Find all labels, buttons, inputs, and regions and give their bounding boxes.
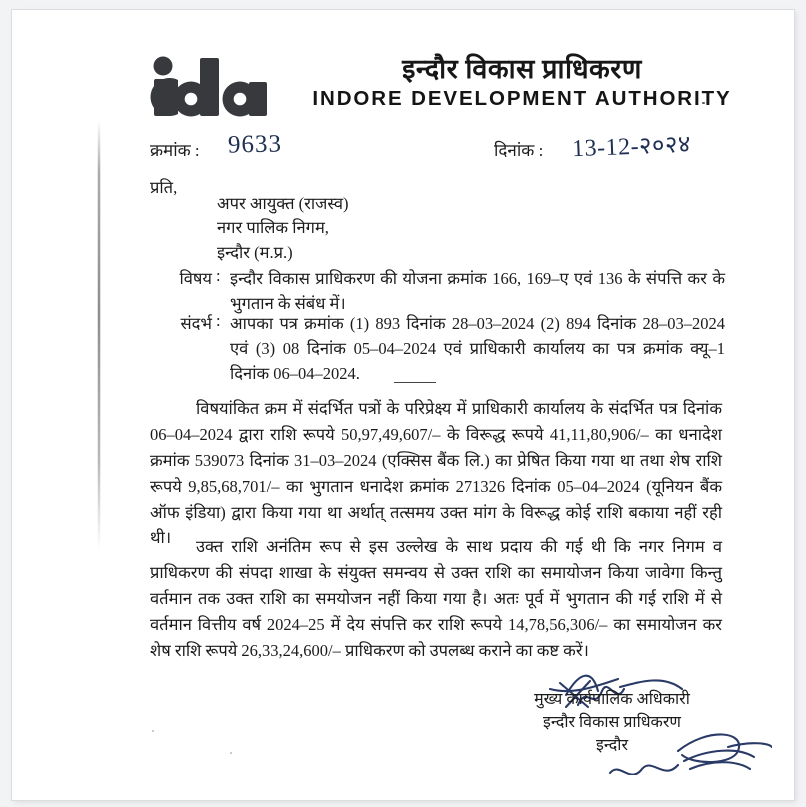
- section-divider: [394, 382, 436, 383]
- reference-label: संदर्भ: [180, 314, 212, 333]
- body-paragraph-2: उक्त राशि अनंतिम रूप से इस उल्लेख के साथ प्रदाय की गई थी कि नगर निगम व प्राधिकरण की संपदा शाखा के संयुक्त समन्वय से उक्त राशि का समायोजन किया जावेगा किन्तु वर्तमान तक उक्त राशि का समयोजन नहीं किया गया है। अतः पूर्व में भुगतान की गई राशि में से वर्तमान वित्तीय वर्ष 2024–25 में देय संपत्ति कर राशि रूपये 14,78,56,306/– का समायोजन कर शेष राशि रूपये 26,33,24,600/– प्राधिकरण को उपलब्ध कराने का कष्ट करें।: [150, 537, 722, 660]
- reference-colon: :: [216, 311, 221, 330]
- org-name-hindi: इन्दौर विकास प्राधिकरण: [402, 54, 642, 84]
- dinank-label: दिनांक :: [494, 141, 544, 160]
- body-paragraph-1: विषयांकित क्रम में संदर्भित पत्रों के परिप्रेक्ष्य में प्राधिकारी कार्यालय के संदर्भित पत्र दिनांक 06–04–2024 द्वारा राशि रूपये 50,97,49,607/– के विरूद्ध रूपये 41,11,80,906/– का धनादेश क्रमांक 539073 दिनांक 31–03–2024 (एक्सिस बैंक लि.) का प्रेषित किया गया था तथा शेष राशि रूपये 9,85,68,701/– का भुगतान धनादेश क्रमांक 271326 दिनांक 05–04–2024 (यूनियन बैंक ऑफ इंडिया) द्वारा किया गया था अर्थात् तत्समय उक्त मांग के विरूद्ध कोई राशि बकाया नहीं रही थी।: [150, 399, 722, 548]
- addressee-salutation: प्रति,: [150, 178, 178, 197]
- ida-logo-icon: [150, 56, 285, 118]
- addressee-line: इन्दौर (म.प्र.): [217, 242, 293, 262]
- letter-page: [12, 10, 794, 800]
- kramank-label: क्रमांक :: [150, 141, 200, 160]
- subject-colon: :: [216, 266, 221, 285]
- signatory-designation: मुख्य कार्यपालिक अधिकारी: [534, 691, 690, 708]
- subject-text: इन्दौर विकास प्राधिकरण की योजना क्रमांक 166, 169–ए एवं 136 के संपत्ति कर के भुगतान के संबंध में।: [230, 269, 725, 314]
- dinank-value-handwritten: 13-12-२०२४: [571, 131, 692, 163]
- org-name-english: INDORE DEVELOPMENT AUTHORITY: [312, 86, 732, 110]
- letterhead: [142, 52, 732, 127]
- subject-label: विषय: [179, 269, 212, 288]
- addressee-block: [217, 192, 349, 265]
- signatory-city: इन्दौर: [596, 737, 628, 755]
- reference-number-row: [142, 130, 732, 166]
- reference-text: आपका पत्र क्रमांक (1) 893 दिनांक 28–03–2024 (2) 894 दिनांक 28–03–2024 एवं (3) 08 दिनांक 05–04–2024 एवं प्राधिकारी कार्यालय का पत्र क्रमांक क्यू–1 दिनांक 06–04–2024.: [230, 314, 725, 384]
- organisation-name: [312, 54, 732, 111]
- addressee-line: नगर पालिक निगम,: [217, 218, 329, 238]
- signature-block: [482, 688, 742, 758]
- kramank-value-handwritten: 9633: [227, 130, 283, 159]
- addressee-line: अपर आयुक्त (राजस्व): [217, 194, 349, 213]
- signatory-organisation: इन्दौर विकास प्राधिकरण: [543, 714, 681, 732]
